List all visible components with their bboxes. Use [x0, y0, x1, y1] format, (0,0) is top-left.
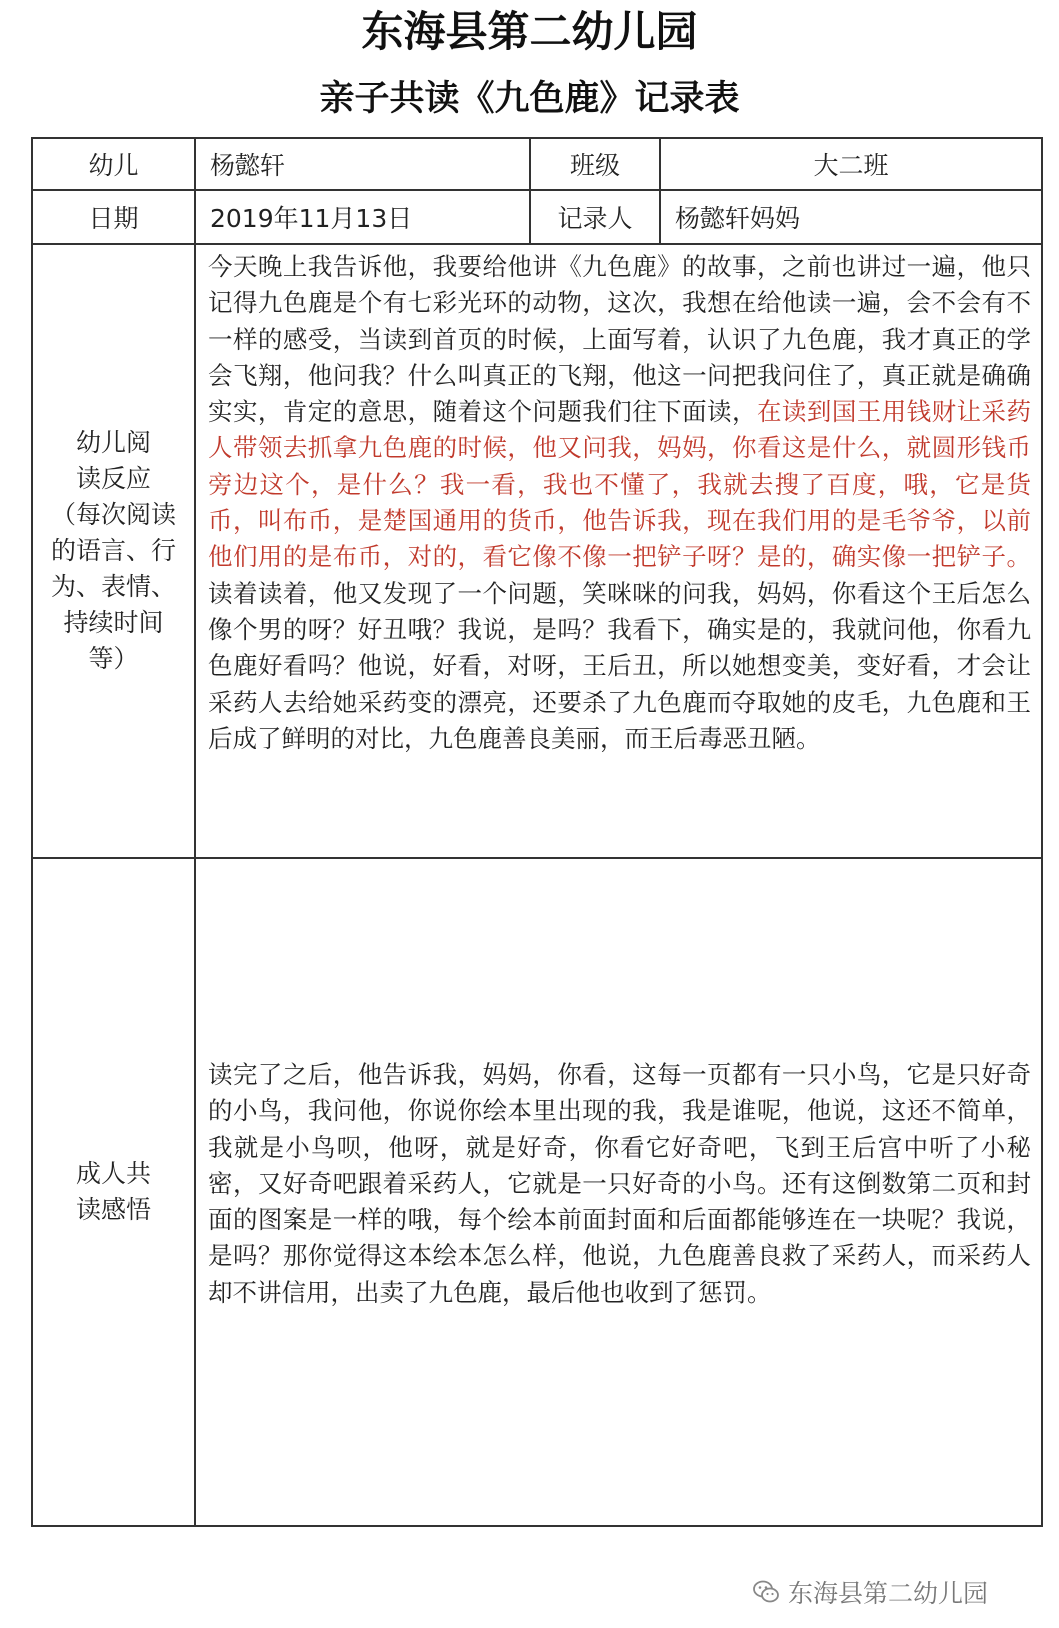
class-value: 大二班 — [660, 138, 1042, 190]
recorder-value: 杨懿轩妈妈 — [660, 190, 1042, 244]
adult-label-line: 读感悟 — [75, 1195, 151, 1224]
table-row-adult — [32, 858, 1042, 1526]
reaction-label-line: 读反应 — [75, 464, 151, 493]
adult-label-line: 成人共 — [75, 1159, 151, 1188]
recorder-label: 记录人 — [530, 190, 660, 244]
reaction-label — [33, 425, 194, 677]
table-row-child — [32, 138, 1042, 190]
table-row-reaction — [32, 244, 1042, 858]
reaction-label-line: 等） — [88, 644, 139, 673]
watermark — [752, 1572, 988, 1612]
child-name: 杨懿轩 — [195, 138, 530, 190]
date-value: 2019年11月13日 — [195, 190, 530, 244]
adult-text-cell — [195, 858, 1042, 1526]
reaction-text-part: 今天晚上我告诉他，我要给他讲《九色鹿》的故事，之前也讲过一遍，他只记得九色鹿是个有七彩光环的动物，这次，我想在给他读一遍，会不会有不一样的感受，当读到首页的时候，上面写着，认识了九色鹿，我才真正的学会飞翔，他问我？什么叫真正的飞翔，他这一问把我问住了，真正就是确确实实，肯定的意思，随着这个问题我们往下面读， — [208, 252, 1031, 427]
class-label: 班级 — [530, 138, 660, 190]
reaction-text — [196, 245, 1041, 761]
record-table — [31, 137, 1043, 1527]
reaction-label-cell — [32, 244, 195, 858]
child-label: 幼儿 — [32, 138, 195, 190]
reaction-label-line: 幼儿阅 — [75, 428, 151, 457]
reaction-label-line: 持续时间 — [63, 608, 164, 637]
reaction-label-line: （每次阅读 — [50, 500, 176, 529]
reaction-label-line: 为、表情、 — [50, 572, 176, 601]
date-label: 日期 — [32, 190, 195, 244]
adult-text: 读完了之后，他告诉我，妈妈，你看，这每一页都有一只小鸟，它是只好奇的小鸟，我问他，你说你绘本里出现的我，我是谁呢，他说，这还不简单，我就是小鸟呗，他呀，就是好奇，你看它好奇吧，飞到王后宫中听了小秘密，又好奇吧跟着采药人，它就是一只好奇的小鸟。还有这倒数第二页和封面的图案是一样的哦，每个绘本前面封面和后面都能够连在一块呢？我说，是吗？那你觉得这本绘本怎么样，他说，九色鹿善良救了采药人，而采药人却不讲信用，出卖了九色鹿，最后他也收到了惩罚。 — [208, 1059, 1031, 1307]
watermark-text: 东海县第二幼儿园 — [788, 1579, 989, 1608]
school-title: 东海县第二幼儿园 — [361, 7, 698, 56]
adult-label-cell — [32, 858, 195, 1526]
reaction-text-part: 读着读着，他又发现了一个问题，笑咪咪的问我，妈妈，你看这个王后怎么像个男的呀？好丑哦？我说，是吗？我看下，确实是的，我就问他，你看九色鹿好看吗？他说，好看，对呀，王后丑，所以她想变美，变好看，才会让采药人去给她采药变的漂亮，还要杀了九色鹿而夺取她的皮毛，九色鹿和王后成了鲜明的对比，九色鹿善良美丽，而王后毒恶丑陋。 — [208, 578, 1031, 753]
wechat-icon — [752, 1578, 780, 1606]
form-title: 亲子共读《九色鹿》记录表 — [319, 79, 740, 119]
reaction-text-cell — [195, 244, 1042, 858]
table-row-date — [32, 190, 1042, 244]
reaction-highlight-text: 在读到国王用钱财让采药人带领去抓拿九色鹿的时候，他又问我，妈妈，你看这是什么，就圆形钱币旁边这个，是什么？我一看，我也不懂了，我就去搜了百度，哦，它是货币，叫布币，是楚国通用的货币，他告诉我，现在我们用的是毛爷爷，以前他们用的是布币，对的，看它像不像一把铲子呀？是的，确实像一把铲子。 — [208, 397, 1031, 572]
adult-label — [33, 1156, 194, 1228]
reaction-label-line: 的语言、行 — [50, 536, 176, 565]
